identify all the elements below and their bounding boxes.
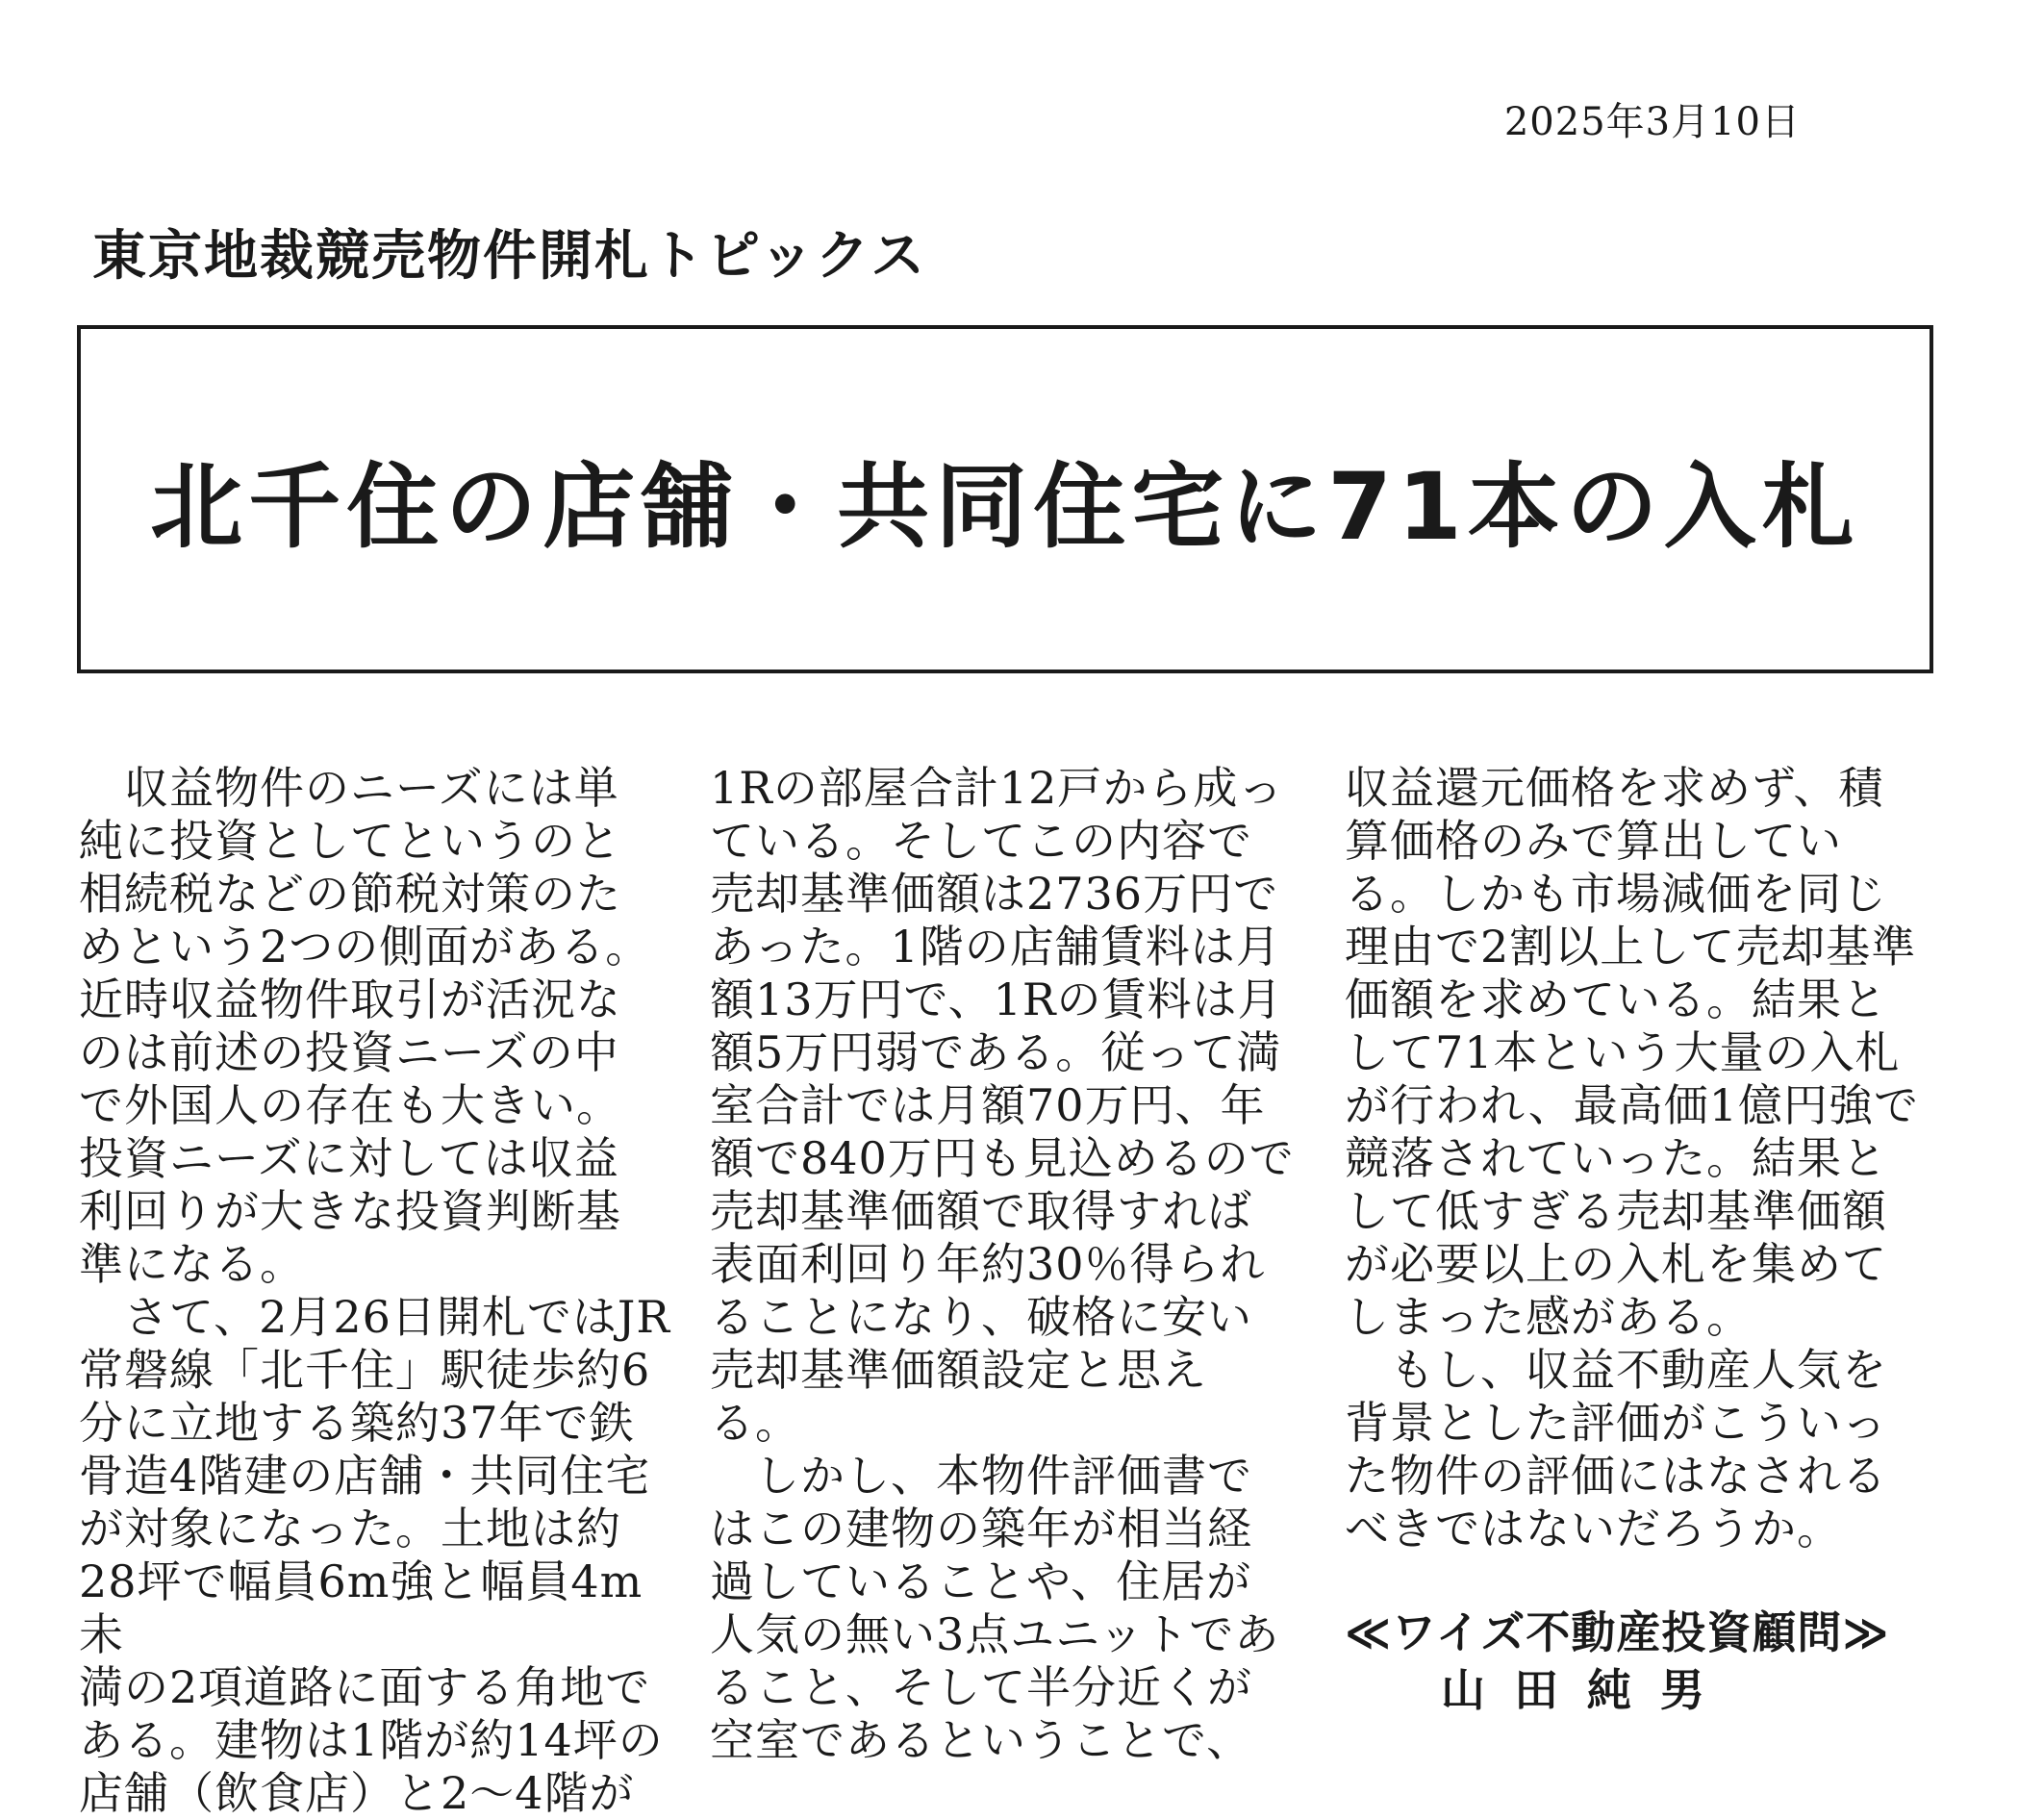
byline-author: 山田純男 bbox=[1441, 1664, 1733, 1716]
paragraph: 収益物件のニーズには単 純に投資としてというのと 相続税などの節税対策のた めという2つの側面がある。 近時収益物件取引が活況な のは前述の投資ニーズの中 で外国人の存在も大きい。 投資ニーズに対しては収益 利回りが大きな投資判断基 準になる。 bbox=[79, 762, 651, 1290]
article-column-3 bbox=[1345, 762, 1941, 1719]
article-column-1 bbox=[79, 762, 675, 1820]
paragraph: さて、2月26日開札ではJR 常磐線「北千住」駅徒歩約6 分に立地する築約37年で鉄 骨造4階建の店舗・共同住宅 が対象になった。土地は約 28坪で幅員6m強と幅員4m未 満の2項道路に面する角地で ある。建物は1階が約14坪の 店舗（飲食店）と2～4階が bbox=[79, 1291, 670, 1819]
paragraph: 収益還元価格を求めず、積 算価格のみで算出してい る。しかも市場減価を同じ 理由で2割以上して売却基準 価額を求めている。結果と して71本という大量の入札 が行われ、最高価1億円強で 競落されていった。結果と して低すぎる売却基準価額 が必要以上の入札を集めて しまった感がある。 bbox=[1345, 762, 1920, 1343]
paragraph: もし、収益不動産人気を 背景とした評価がこういっ た物件の評価にはなされる べきではないだろうか。 bbox=[1345, 1344, 1887, 1555]
headline-box bbox=[77, 325, 1933, 673]
headline: 北千住の店舗・共同住宅に71本の入札 bbox=[150, 452, 1860, 561]
paragraph: しかし、本物件評価書で はこの建物の築年が相当経 過していることや、住居が 人気の無い3点ユニットであ ること、そして半分近くが 空室であるということで、 bbox=[710, 1450, 1280, 1766]
paragraph: 1Rの部屋合計12戸から成っ ている。そしてこの内容で 売却基準価額は2736万円で あった。1階の店舗賃料は月 額13万円で、1Rの賃料は月 額5万円弱である。従って満 室合計では月額70万円、年 額で840万円も見込めるので 売却基準価額で取得すれば 表面利回り年約30％得られ ることになり、破格に安い 売却基準価額設定と思え る。 bbox=[710, 762, 1295, 1449]
article-column-2 bbox=[710, 762, 1306, 1767]
section-kicker: 東京地裁競売物件開札トピックス bbox=[92, 225, 927, 288]
byline-organization: ≪ワイズ不動産投資顧問≫ bbox=[1345, 1606, 1890, 1658]
byline bbox=[1345, 1604, 1941, 1719]
publication-date: 2025年3月10日 bbox=[1503, 100, 1801, 144]
